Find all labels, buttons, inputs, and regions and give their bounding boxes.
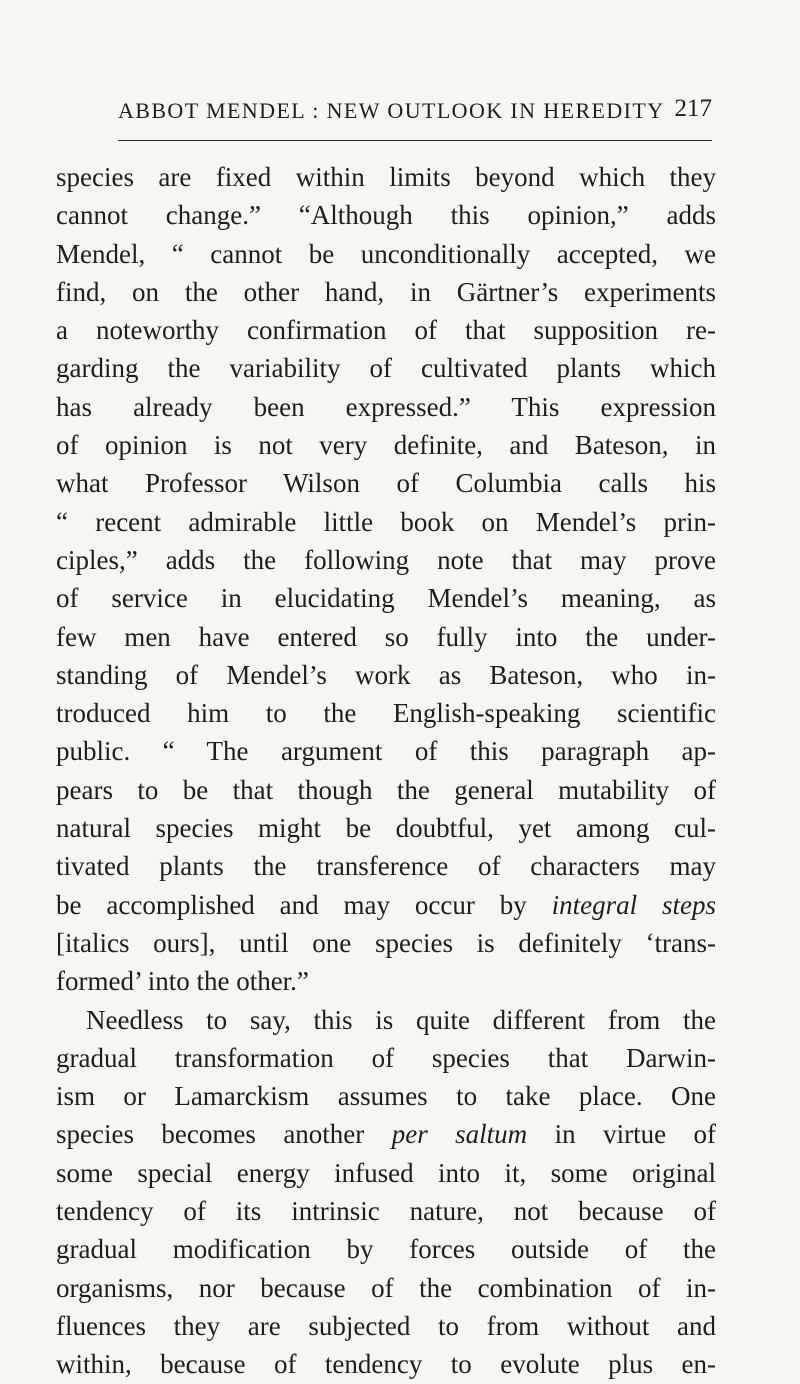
text-line: [italics ours], until one species is definitely ‘trans-	[56, 927, 716, 958]
text-segment: species becomes another	[56, 1119, 392, 1150]
running-head	[118, 96, 712, 132]
text-line: has already been expressed.” This expression	[56, 391, 716, 422]
text-line: of opinion is not very definite, and Bateson, in	[56, 430, 716, 461]
text-line: gradual transformation of species that Darwin-	[56, 1042, 716, 1073]
text-line: some special energy infused into it, some original	[56, 1157, 716, 1188]
text-line: organisms, nor because of the combination of in-	[56, 1272, 716, 1303]
text-line: ciples,” adds the following note that may prove	[56, 544, 716, 575]
text-line: public. “ The argument of this paragraph ap-	[56, 736, 716, 767]
text-line: gradual modification by forces outside of the	[56, 1234, 716, 1265]
text-line: Needless to say, this is quite different from the	[86, 1004, 716, 1035]
text-line: find, on the other hand, in Gärtner’s experiments	[56, 276, 716, 307]
text-line: of service in elucidating Mendel’s meaning, as	[56, 583, 716, 614]
text-line: what Professor Wilson of Columbia calls his	[56, 468, 716, 499]
text-line: ism or Lamarckism assumes to take place. One	[56, 1081, 716, 1112]
text-line: Mendel, “ cannot be unconditionally accepted, we	[56, 238, 716, 269]
text-line: “ recent admirable little book on Mendel’s prin-	[56, 506, 716, 537]
text-line: pears to be that though the general mutability of	[56, 774, 716, 805]
italic-phrase: per saltum	[391, 1119, 528, 1150]
text-line: garding the variability of cultivated plants which	[56, 353, 716, 384]
page-number: 217	[674, 95, 712, 122]
text-line: tendency of its intrinsic nature, not because of	[56, 1196, 716, 1227]
text-line: standing of Mendel’s work as Bateson, who in-	[56, 659, 716, 690]
text-line	[56, 1115, 716, 1153]
text-line: cannot change.” “Although this opinion,” adds	[56, 200, 716, 231]
text-line	[56, 886, 716, 924]
text-line: tivated plants the transference of characters may	[56, 851, 716, 882]
text-line: a noteworthy confirmation of that supposition re-	[56, 315, 716, 346]
text-line: few men have entered so fully into the under-	[56, 621, 716, 652]
text-segment: in virtue of	[527, 1119, 716, 1150]
text-line: formed’ into the other.”	[56, 966, 309, 997]
text-line: fluences they are subjected to from without and	[56, 1310, 716, 1341]
text-segment: be accomplished and may occur by	[56, 889, 552, 920]
running-title: ABBOT MENDEL : NEW OUTLOOK IN HEREDITY	[118, 98, 665, 123]
italic-phrase: integral steps	[551, 889, 716, 920]
text-line: natural species might be doubtful, yet among cul-	[56, 813, 716, 844]
text-line: within, because of tendency to evolute plus en-	[56, 1349, 716, 1380]
text-line: species are fixed within limits beyond which they	[56, 162, 716, 192]
text-line: troduced him to the English-speaking scientific	[56, 698, 716, 729]
body-text	[56, 158, 716, 1384]
header-rule	[118, 140, 712, 141]
